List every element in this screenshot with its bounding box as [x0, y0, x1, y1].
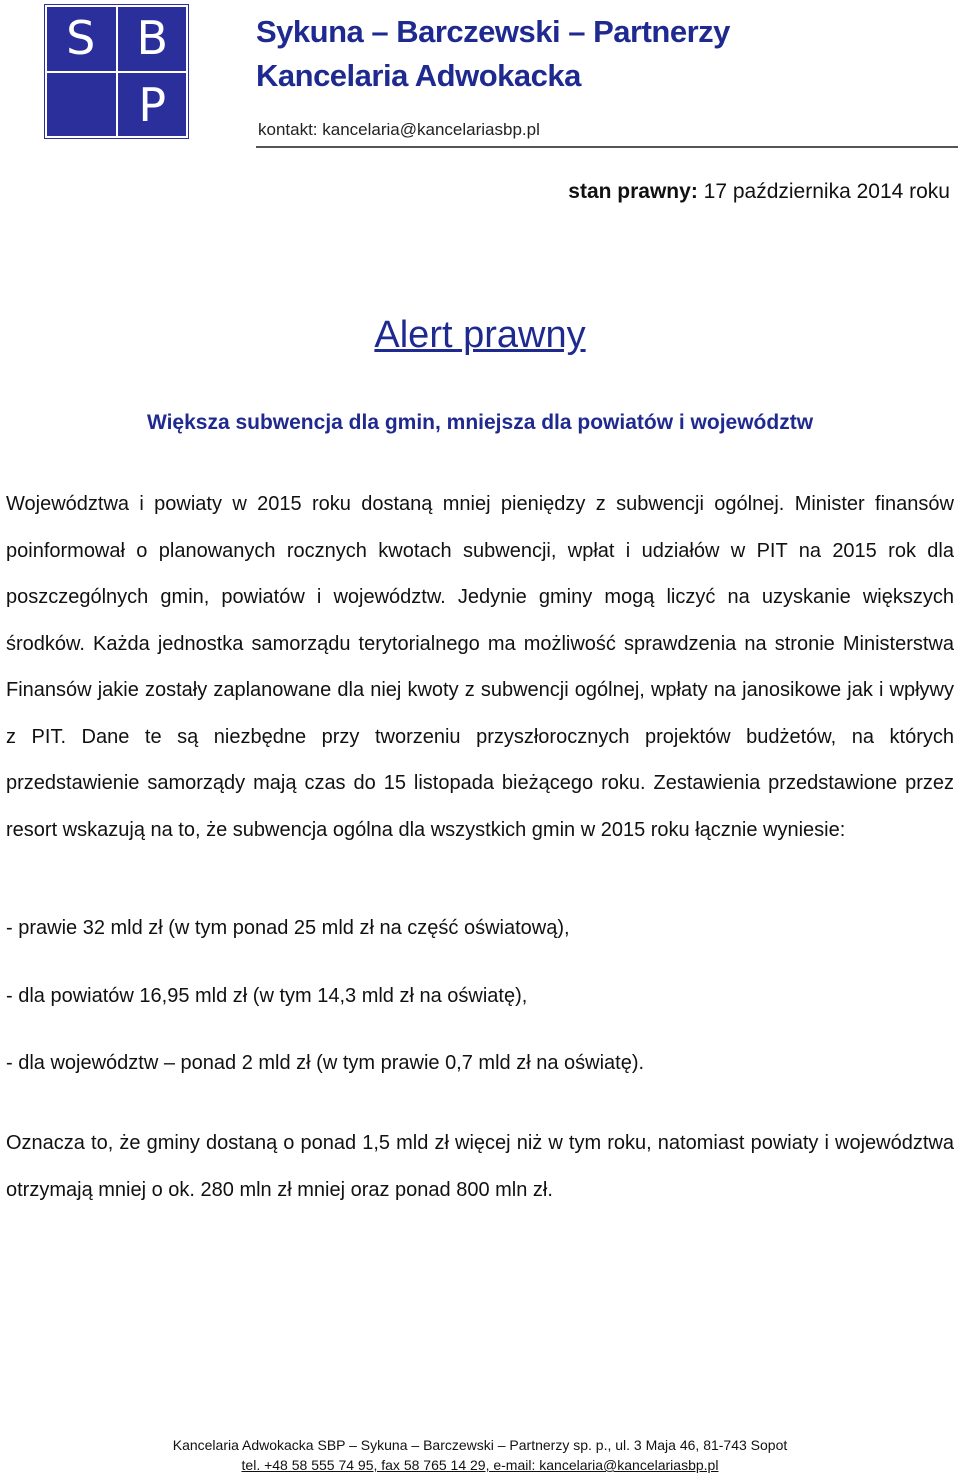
- logo-letter-b: B: [118, 6, 188, 71]
- contact-email: kontakt: kancelaria@kancelariasbp.pl: [258, 120, 540, 139]
- firm-name: [256, 10, 730, 98]
- list-item: - dla powiatów 16,95 mld zł (w tym 14,3 mld zł na oświatę),: [6, 985, 528, 1007]
- firm-name-line1: Sykuna – Barczewski – Partnerzy: [256, 14, 730, 49]
- page-title: Alert prawny: [374, 314, 586, 356]
- article-closing: Oznacza to, że gminy dostaną o ponad 1,5 mld zł więcej niż w tym roku, natomiast powiaty i województwa otrzymają mniej o ok. 280 mln zł mniej oraz ponad 800 mln zł.: [6, 1132, 954, 1201]
- page-footer: [0, 1435, 960, 1475]
- sbp-logo: [44, 4, 189, 139]
- list-item: - prawie 32 mld zł (w tym ponad 25 mld zł na część oświatową),: [6, 917, 570, 939]
- logo-empty-cell: [46, 73, 116, 138]
- legal-status-date: 17 października 2014 roku: [703, 180, 950, 203]
- list-item: - dla województw – ponad 2 mld zł (w tym prawie 0,7 mld zł na oświatę).: [6, 1052, 645, 1074]
- legal-status-label: stan prawny:: [568, 180, 698, 203]
- article-body: Województwa i powiaty w 2015 roku dostaną mniej pieniędzy z subwencji ogólnej. Minister finansów poinformował o planowanych rocznych kwotach subwencji, wpłat i udziałów w PIT na 2015 rok dla poszczególnych gmin, powiatów i województw. Jedynie gminy mogą liczyć na uzyskanie większych środków. Każda jednostka samorządu terytorialnego ma możliwość sprawdzenia na stronie Ministerstwa Finansów jakie zostały zaplanowane dla niej kwoty z subwencji ogólnej, wpłaty na janosikowe jak i wpływy z PIT. Dane te są niezbędne przy tworzeniu przyszłorocznych projektów budżetów, na których przedstawienie samorządy mają czas do 15 listopada bieżącego roku. Zestawienia przedstawione przez resort wskazują na to, że subwencja ogólna dla wszystkich gmin w 2015 roku łącznie wyniesie:: [6, 493, 954, 841]
- logo-letter-p: P: [118, 73, 188, 138]
- article-subtitle: Większa subwencja dla gmin, mniejsza dla powiatów i województw: [146, 411, 814, 434]
- footer-address: Kancelaria Adwokacka SBP – Sykuna – Barczewski – Partnerzy sp. p., ul. 3 Maja 46, 81-743 Sopot: [172, 1437, 788, 1453]
- logo-letter-s: S: [46, 6, 116, 71]
- firm-name-line2: Kancelaria Adwokacka: [256, 58, 581, 93]
- header-divider: [256, 146, 958, 148]
- legal-status: [568, 180, 950, 204]
- footer-contact: tel. +48 58 555 74 95, fax 58 765 14 29, e-mail: kancelaria@kancelariasbp.pl: [241, 1457, 719, 1473]
